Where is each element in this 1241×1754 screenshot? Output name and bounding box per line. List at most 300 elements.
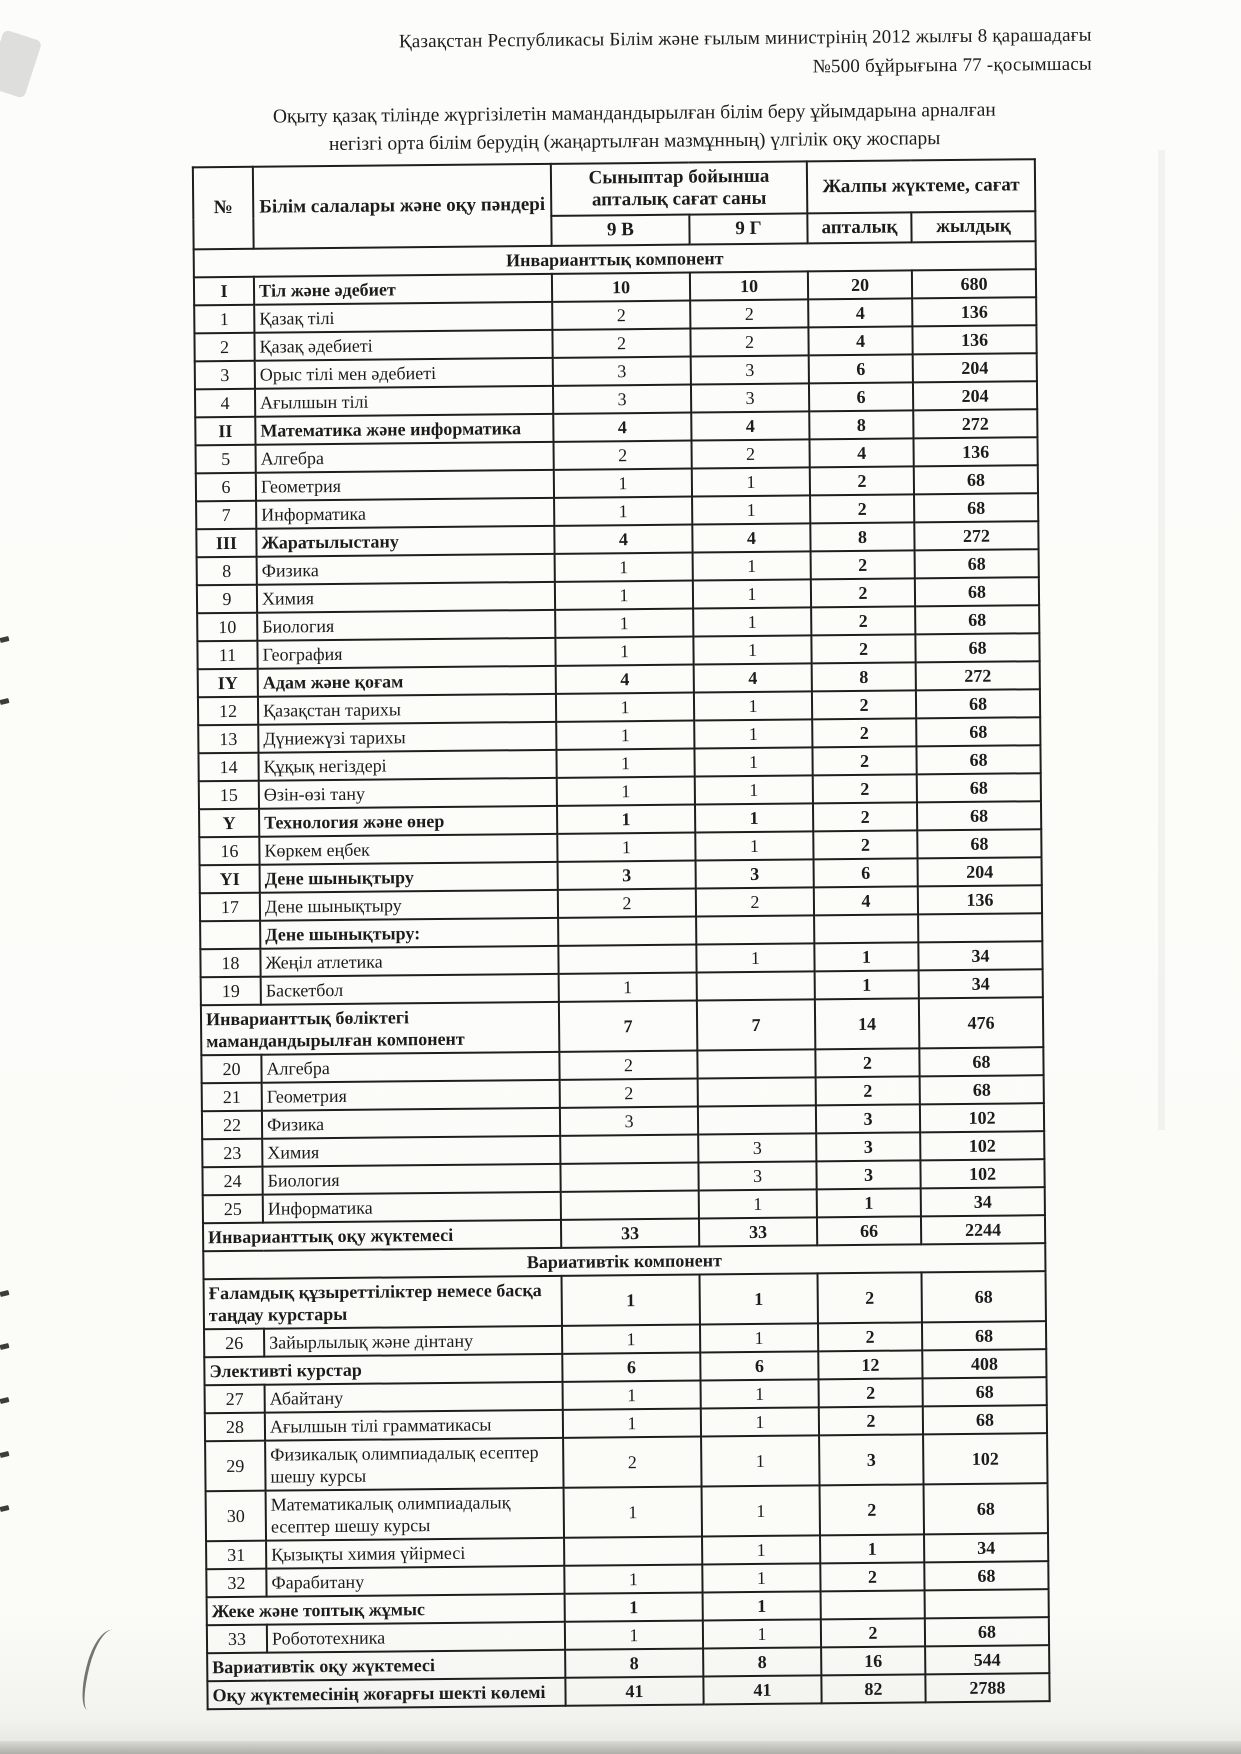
col-header-num: № [193, 167, 254, 250]
hours-weekly-cell: 2 [812, 718, 916, 747]
hours-weekly-cell: 4 [808, 298, 912, 327]
row-num-cell: 31 [206, 1541, 266, 1570]
hours-yearly-cell: 272 [913, 409, 1037, 438]
hours-9g-cell [697, 971, 815, 1000]
hours-9g-cell: 3 [698, 1133, 816, 1162]
hours-yearly-cell: 68 [922, 1271, 1046, 1322]
hours-yearly-cell: 68 [923, 1377, 1047, 1406]
hours-weekly-cell: 3 [816, 1160, 920, 1189]
hours-9b-cell: 4 [553, 413, 691, 442]
hours-9g-cell: 1 [703, 1619, 821, 1648]
hours-yearly-cell: 136 [918, 885, 1042, 914]
subject-name-cell: Орыс тілі мен әдебиеті [255, 358, 553, 389]
summary-name-cell: Инварианттық бөліктегі мамандандырылған компонент [201, 1002, 559, 1055]
hours-9g-cell: 4 [694, 663, 812, 692]
hours-9b-cell: 4 [554, 525, 692, 554]
hours-9b-cell: 3 [553, 357, 691, 386]
row-num-cell: 4 [195, 389, 255, 418]
col-header-subject: Білім салалары және оқу пәндері [253, 164, 552, 249]
subject-name-cell: Көркем еңбек [259, 834, 557, 865]
row-num-cell: Y [199, 809, 259, 838]
hours-9b-cell: 41 [565, 1676, 703, 1705]
hours-weekly-cell: 2 [813, 830, 917, 859]
hours-9g-cell: 1 [694, 691, 812, 720]
hours-9g-cell [698, 1077, 816, 1106]
hours-9g-cell: 1 [693, 635, 811, 664]
subject-name-cell: Геометрия [256, 470, 554, 501]
hours-weekly-cell: 16 [821, 1646, 925, 1675]
hours-9g-cell: 1 [693, 579, 811, 608]
summary-name-cell: Вариативтік оқу жүктемесі [207, 1650, 565, 1681]
subject-name-cell: География [257, 638, 555, 669]
hours-9b-cell: 2 [552, 329, 690, 358]
summary-name-cell: Жеке және топтық жұмыс [207, 1594, 565, 1625]
hours-9g-cell: 1 [699, 1189, 817, 1218]
row-num-cell: 30 [206, 1491, 266, 1542]
hours-9b-cell: 10 [552, 273, 690, 302]
hours-yearly-cell: 272 [914, 521, 1038, 550]
subject-name-cell: Зайырлылық және дінтану [264, 1326, 562, 1357]
row-num-cell: 32 [206, 1569, 266, 1598]
table-row [204, 1271, 1046, 1329]
hours-yearly-cell: 68 [914, 493, 1038, 522]
hours-weekly-cell: 2 [819, 1378, 923, 1407]
hours-9b-cell [561, 1191, 699, 1220]
hours-yearly-cell: 102 [923, 1433, 1047, 1484]
row-num-cell: 25 [203, 1195, 263, 1224]
hours-9b-cell: 2 [554, 441, 692, 470]
hours-weekly-cell: 20 [808, 270, 912, 299]
row-num-cell: 7 [196, 501, 256, 530]
hours-weekly-cell: 2 [818, 1272, 922, 1323]
hours-9b-cell: 1 [556, 721, 694, 750]
hours-yearly-cell: 68 [916, 745, 1040, 774]
hours-9b-cell: 4 [556, 665, 694, 694]
hours-yearly-cell: 68 [916, 689, 1040, 718]
subject-name-cell: Өзін-өзі тану [259, 778, 557, 809]
row-num-cell: 33 [207, 1625, 267, 1654]
hours-9g-cell: 1 [695, 803, 813, 832]
header-row-top [193, 159, 1035, 219]
row-num-cell: 13 [198, 725, 258, 754]
hours-9g-cell: 3 [691, 383, 809, 412]
document-header [199, 22, 1093, 88]
hours-9g-cell: 33 [699, 1217, 817, 1246]
hours-yearly-cell [918, 913, 1042, 942]
hours-9g-cell: 4 [692, 523, 810, 552]
subject-name-cell: Қазақстан тарихы [258, 694, 556, 725]
document-title [134, 95, 1134, 161]
table-row [205, 1433, 1047, 1491]
subject-name-cell: Жаратылыстану [256, 526, 554, 557]
hours-yearly-cell: 68 [916, 717, 1040, 746]
hours-yearly-cell: 204 [913, 353, 1037, 382]
hours-9g-cell: 41 [703, 1675, 821, 1704]
hours-yearly-cell: 102 [920, 1103, 1044, 1132]
row-num-cell: I [194, 277, 254, 306]
subject-name-cell: Дене шынықтыру: [260, 918, 558, 949]
row-num-cell: 10 [197, 613, 257, 642]
scan-artifact [0, 1741, 1241, 1754]
col-header-9b: 9 В [551, 215, 689, 246]
hours-weekly-cell: 1 [815, 970, 919, 999]
hours-9b-cell: 2 [552, 301, 690, 330]
hours-weekly-cell: 8 [812, 662, 916, 691]
hours-9b-cell [560, 1163, 698, 1192]
hours-9g-cell: 1 [696, 943, 814, 972]
hours-9g-cell: 1 [703, 1591, 821, 1620]
hours-weekly-cell: 2 [813, 802, 917, 831]
hours-yearly-cell: 68 [920, 1075, 1044, 1104]
hours-9g-cell: 1 [702, 1485, 820, 1536]
hours-9b-cell: 1 [565, 1592, 703, 1621]
hours-9b-cell: 1 [559, 973, 697, 1002]
hours-weekly-cell: 8 [810, 522, 914, 551]
row-num-cell: 23 [202, 1139, 262, 1168]
hours-9b-cell: 2 [563, 1436, 701, 1487]
hours-9b-cell: 1 [564, 1486, 702, 1537]
hours-9b-cell: 1 [555, 553, 693, 582]
hours-weekly-cell: 4 [814, 886, 918, 915]
col-header-9g: 9 Г [689, 213, 807, 244]
hours-yearly-cell: 68 [924, 1561, 1048, 1590]
hours-9b-cell: 1 [565, 1620, 703, 1649]
hours-9g-cell: 1 [702, 1563, 820, 1592]
hours-yearly-cell: 136 [912, 297, 1036, 326]
hours-weekly-cell: 2 [811, 634, 915, 663]
hours-9g-cell: 1 [700, 1273, 818, 1324]
hours-weekly-cell: 2 [812, 746, 916, 775]
row-num-cell: 22 [202, 1111, 262, 1140]
row-num-cell: 3 [195, 361, 255, 390]
subject-name-cell: Физика [257, 554, 555, 585]
row-num-cell: 9 [197, 585, 257, 614]
hours-weekly-cell: 1 [817, 1188, 921, 1217]
hours-weekly-cell: 82 [821, 1674, 925, 1703]
hours-9b-cell: 3 [553, 385, 691, 414]
hours-9g-cell: 1 [702, 1535, 820, 1564]
hours-weekly-cell: 1 [820, 1534, 924, 1563]
hours-weekly-cell: 2 [811, 606, 915, 635]
curriculum-table [192, 158, 1051, 1710]
hours-weekly-cell: 2 [811, 550, 915, 579]
hours-9g-cell: 1 [694, 747, 812, 776]
hours-yearly-cell: 68 [915, 605, 1039, 634]
hours-9b-cell: 1 [556, 693, 694, 722]
hours-yearly-cell: 680 [912, 269, 1036, 298]
row-num-cell: 15 [199, 781, 259, 810]
header-line-2: №500 бұйрығына 77 -қосымшасы [812, 53, 1092, 77]
hours-9g-cell: 1 [700, 1323, 818, 1352]
section-title: Вариативтік компонент [203, 1243, 1045, 1279]
hours-weekly-cell: 2 [816, 1076, 920, 1105]
row-num-cell: 16 [199, 837, 259, 866]
hours-yearly-cell: 68 [915, 549, 1039, 578]
summary-name-cell: Оқу жүктемесінің жоғарғы шекті көлемі [207, 1678, 565, 1709]
hours-yearly-cell: 68 [925, 1617, 1049, 1646]
hours-9b-cell [558, 945, 696, 974]
hours-yearly-cell: 2244 [921, 1215, 1045, 1244]
hours-yearly-cell: 68 [915, 633, 1039, 662]
scan-artifact [1158, 150, 1165, 1130]
subject-name-cell: Қазақ әдебиеті [254, 330, 552, 361]
hours-9b-cell: 1 [563, 1381, 701, 1410]
hours-weekly-cell: 4 [810, 438, 914, 467]
row-num-cell: YI [200, 865, 260, 894]
hours-9b-cell: 1 [563, 1409, 701, 1438]
hours-weekly-cell: 2 [820, 1484, 924, 1535]
row-num-cell: IY [198, 669, 258, 698]
hours-yearly-cell: 68 [922, 1321, 1046, 1350]
hours-yearly-cell: 476 [919, 997, 1043, 1048]
hours-9b-cell: 1 [557, 805, 695, 834]
hours-yearly-cell: 204 [918, 857, 1042, 886]
hours-9g-cell: 4 [691, 411, 809, 440]
subject-name-cell: Математикалық олимпиадалық есептер шешу курсы [266, 1488, 564, 1541]
summary-name-cell: Элективті курстар [204, 1354, 562, 1385]
row-num-cell: 21 [202, 1083, 262, 1112]
subject-name-cell: Химия [257, 582, 555, 613]
table-row [201, 997, 1043, 1055]
summary-name-cell: Ғаламдық құзыреттіліктер немесе басқа таңдау курстары [204, 1276, 562, 1329]
title-line-1: Оқыту қазақ тілінде жүргізілетін мамандандырылған білім беру ұйымдарына арналған [272, 99, 996, 128]
hours-9b-cell [564, 1536, 702, 1565]
row-num-cell: 17 [200, 893, 260, 922]
hours-9b-cell: 33 [561, 1219, 699, 1248]
hours-weekly-cell: 6 [809, 354, 913, 383]
hours-weekly-cell: 3 [816, 1104, 920, 1133]
row-num-cell: 11 [197, 641, 257, 670]
hours-9g-cell: 10 [690, 271, 808, 300]
hours-yearly-cell: 68 [917, 773, 1041, 802]
hours-weekly-cell: 2 [815, 1048, 919, 1077]
hours-9g-cell: 3 [696, 859, 814, 888]
hours-9b-cell: 1 [557, 833, 695, 862]
row-num-cell: 28 [205, 1413, 265, 1442]
subject-name-cell: Ағылшын тілі грамматикасы [265, 1410, 563, 1441]
col-header-total: Жалпы жүктеме, сағат [807, 159, 1036, 213]
subject-name-cell: Биология [257, 610, 555, 641]
hours-yearly-cell: 34 [924, 1533, 1048, 1562]
row-num-cell: 14 [198, 753, 258, 782]
hours-yearly-cell: 68 [919, 1047, 1043, 1076]
hours-9b-cell [558, 917, 696, 946]
hours-9g-cell: 6 [700, 1351, 818, 1380]
hours-9g-cell: 1 [701, 1407, 819, 1436]
hours-weekly-cell: 2 [821, 1618, 925, 1647]
hours-9b-cell: 2 [560, 1079, 698, 1108]
table-body [194, 241, 1050, 1709]
subject-name-cell: Химия [262, 1136, 560, 1167]
hours-9b-cell: 1 [564, 1564, 702, 1593]
col-header-classes: Сыныптар бойынша апталық сағат саны [551, 161, 808, 215]
hours-weekly-cell: 2 [818, 1322, 922, 1351]
subject-name-cell: Информатика [256, 498, 554, 529]
hours-yearly-cell: 136 [914, 437, 1038, 466]
subject-name-cell: Робототехника [267, 1622, 565, 1653]
hours-weekly-cell: 2 [819, 1406, 923, 1435]
row-num-cell: 5 [196, 445, 256, 474]
row-num-cell: 19 [201, 977, 261, 1006]
header-line-1: Қазақстан Республикасы Білім және ғылым министрінің 2012 жылғы 8 қарашадағы [398, 24, 1092, 53]
hours-weekly-cell: 1 [814, 942, 918, 971]
hours-yearly-cell: 68 [923, 1405, 1047, 1434]
hours-weekly-cell: 6 [809, 382, 913, 411]
hours-yearly-cell: 68 [924, 1483, 1048, 1534]
hours-9b-cell: 1 [557, 777, 695, 806]
summary-name-cell: Инварианттық оқу жүктемесі [203, 1220, 561, 1251]
row-num-cell: 12 [198, 697, 258, 726]
table-head [193, 159, 1036, 249]
hours-9g-cell [696, 915, 814, 944]
subject-name-cell: Абайтану [265, 1382, 563, 1413]
table-row [206, 1483, 1048, 1541]
hours-yearly-cell: 102 [920, 1131, 1044, 1160]
hours-weekly-cell: 2 [820, 1562, 924, 1591]
row-num-cell: 24 [202, 1167, 262, 1196]
hours-9b-cell: 1 [554, 469, 692, 498]
hours-yearly-cell: 136 [912, 325, 1036, 354]
hours-weekly-cell: 2 [810, 466, 914, 495]
hours-9g-cell: 1 [694, 719, 812, 748]
hours-9g-cell: 1 [701, 1379, 819, 1408]
row-num-cell: 8 [197, 557, 257, 586]
hours-9b-cell: 3 [558, 861, 696, 890]
hours-9g-cell: 2 [691, 439, 809, 468]
subject-name-cell: Баскетбол [261, 974, 559, 1005]
hours-9b-cell: 1 [556, 749, 694, 778]
hours-9g-cell: 1 [693, 607, 811, 636]
hours-weekly-cell: 66 [817, 1216, 921, 1245]
subject-name-cell: Дене шынықтыру [260, 890, 558, 921]
hours-9b-cell: 1 [555, 637, 693, 666]
hours-yearly-cell: 68 [914, 465, 1038, 494]
hours-9b-cell: 2 [559, 1051, 697, 1080]
hours-yearly-cell: 34 [919, 969, 1043, 998]
hours-9b-cell: 1 [562, 1325, 700, 1354]
row-num-cell: II [195, 417, 255, 446]
subject-name-cell: Геометрия [262, 1080, 560, 1111]
hours-9b-cell: 1 [554, 497, 692, 526]
hours-weekly-cell: 2 [811, 578, 915, 607]
subject-name-cell: Технология және өнер [259, 806, 557, 837]
row-num-cell: 26 [204, 1329, 264, 1358]
row-num-cell: 29 [205, 1441, 265, 1492]
hours-9g-cell: 1 [693, 551, 811, 580]
hours-9g-cell [698, 1105, 816, 1134]
title-line-2: негізгі орта білім берудің (жаңартылған мазмұнның) үлгілік оқу жоспары [328, 128, 941, 156]
col-header-weekly: апталық [807, 212, 911, 243]
hours-yearly-cell: 204 [913, 381, 1037, 410]
hours-9g-cell: 2 [696, 887, 814, 916]
hours-9g-cell: 3 [698, 1161, 816, 1190]
hours-9b-cell: 3 [560, 1107, 698, 1136]
subject-name-cell: Жеңіл атлетика [260, 946, 558, 977]
row-num-cell: 1 [194, 305, 254, 334]
hours-weekly-cell [821, 1590, 925, 1619]
subject-name-cell: Физикалық олимпиадалық есептер шешу курсы [265, 1438, 563, 1491]
subject-name-cell: Дүниежүзі тарихы [258, 722, 556, 753]
subject-name-cell: Информатика [263, 1192, 561, 1223]
hours-yearly-cell: 68 [915, 577, 1039, 606]
hours-weekly-cell: 12 [818, 1350, 922, 1379]
hours-yearly-cell: 2788 [925, 1673, 1049, 1702]
hours-weekly-cell: 6 [814, 858, 918, 887]
hours-weekly-cell: 2 [812, 690, 916, 719]
hours-9b-cell [560, 1135, 698, 1164]
hours-9b-cell: 8 [565, 1648, 703, 1677]
subject-name-cell: Алгебра [261, 1052, 559, 1083]
hours-weekly-cell: 4 [808, 326, 912, 355]
subject-name-cell: Дене шынықтыру [260, 862, 558, 893]
hours-weekly-cell: 3 [816, 1132, 920, 1161]
hours-9g-cell: 2 [690, 299, 808, 328]
hours-9g-cell: 1 [695, 831, 813, 860]
subject-name-cell: Математика және информатика [255, 414, 553, 445]
row-num-cell: III [196, 529, 256, 558]
hours-weekly-cell: 3 [819, 1434, 923, 1485]
subject-name-cell: Фарабитану [266, 1566, 564, 1597]
hours-yearly-cell: 544 [925, 1645, 1049, 1674]
hours-9b-cell: 2 [558, 889, 696, 918]
hours-yearly-cell [925, 1589, 1049, 1618]
row-num-cell: 6 [196, 473, 256, 502]
subject-name-cell: Биология [262, 1164, 560, 1195]
subject-name-cell: Қазақ тілі [254, 302, 552, 333]
hours-9b-cell: 1 [562, 1275, 700, 1326]
hours-9b-cell: 1 [555, 581, 693, 610]
row-num-cell: 20 [201, 1055, 261, 1084]
row-num-cell [200, 921, 260, 950]
hours-yearly-cell: 408 [922, 1349, 1046, 1378]
row-num-cell: 2 [194, 333, 254, 362]
hours-yearly-cell: 102 [920, 1159, 1044, 1188]
hours-9b-cell: 6 [562, 1353, 700, 1382]
hours-9g-cell: 1 [692, 467, 810, 496]
row-num-cell: 27 [205, 1385, 265, 1414]
hours-9b-cell: 7 [559, 1001, 697, 1052]
hours-weekly-cell: 14 [815, 998, 919, 1049]
hours-9g-cell: 1 [695, 775, 813, 804]
hours-9g-cell: 1 [701, 1435, 819, 1486]
hours-yearly-cell: 272 [916, 661, 1040, 690]
hours-weekly-cell: 8 [809, 410, 913, 439]
subject-name-cell: Физика [262, 1108, 560, 1139]
row-num-cell: 18 [200, 949, 260, 978]
hours-9g-cell: 7 [697, 999, 815, 1050]
hours-9b-cell: 1 [555, 609, 693, 638]
subject-name-cell: Алгебра [256, 442, 554, 473]
hours-yearly-cell: 68 [917, 801, 1041, 830]
subject-name-cell: Құқық негіздері [258, 750, 556, 781]
hours-9g-cell: 8 [703, 1647, 821, 1676]
section-title: Инварианттық компонент [194, 241, 1036, 277]
hours-9g-cell: 1 [692, 495, 810, 524]
hours-yearly-cell: 34 [921, 1187, 1045, 1216]
subject-name-cell: Адам және қоғам [258, 666, 556, 697]
subject-name-cell: Қызықты химия үйірмесі [266, 1538, 564, 1569]
subject-name-cell: Ағылшын тілі [255, 386, 553, 417]
hours-yearly-cell: 34 [918, 941, 1042, 970]
hours-weekly-cell [814, 914, 918, 943]
hours-weekly-cell: 2 [813, 774, 917, 803]
hours-weekly-cell: 2 [810, 494, 914, 523]
hours-yearly-cell: 68 [917, 829, 1041, 858]
hours-9g-cell: 3 [691, 355, 809, 384]
hours-9g-cell: 2 [690, 327, 808, 356]
col-header-yearly: жылдық [911, 211, 1035, 242]
hours-9g-cell [697, 1049, 815, 1078]
